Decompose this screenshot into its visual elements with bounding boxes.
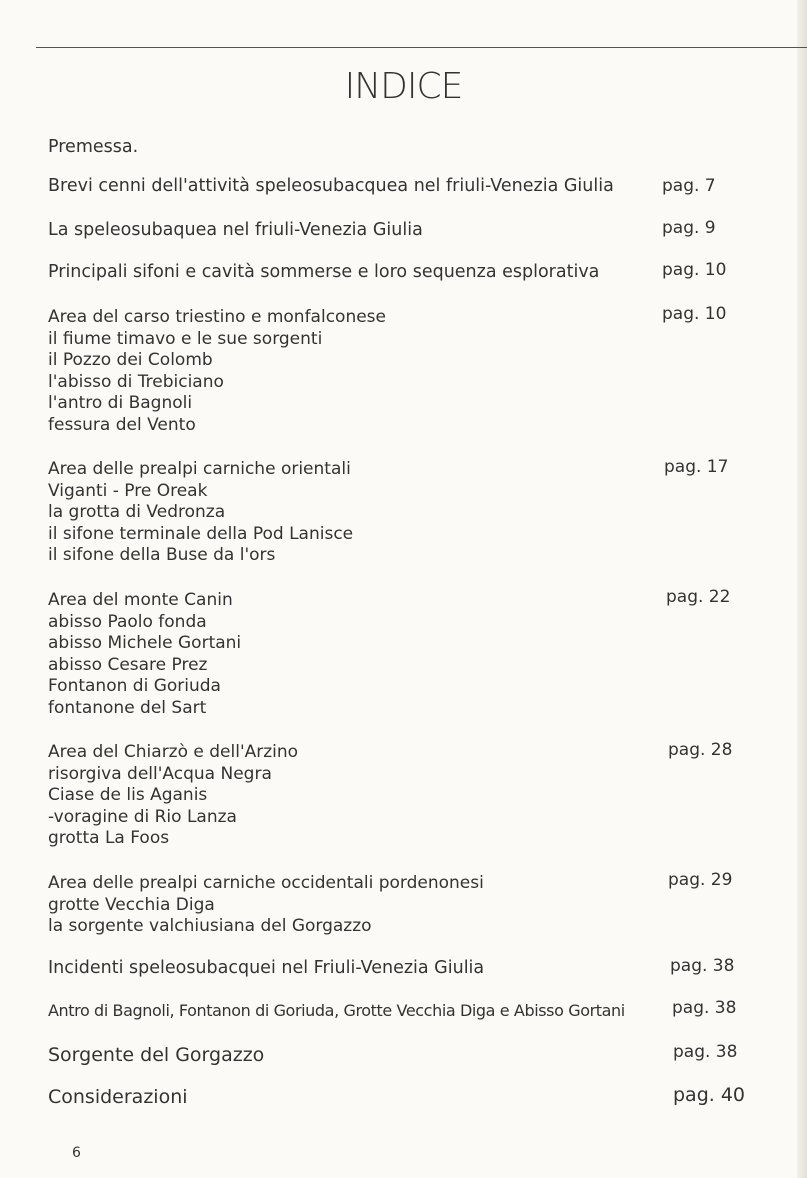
toc-section bbox=[48, 742, 748, 850]
toc-section bbox=[48, 873, 748, 938]
toc-entry bbox=[48, 176, 748, 198]
toc-entry-title: Incidenti speleosubacquei nel Friuli-Venezia Giulia bbox=[48, 958, 485, 978]
toc-entry-page: pag. 38 bbox=[670, 956, 735, 976]
page-number: 6 bbox=[72, 1145, 81, 1161]
toc-entry-title: Principali sifoni e cavità sommerse e loro sequenza esplorativa bbox=[48, 262, 600, 282]
toc-subitem: l'abisso di Trebiciano bbox=[48, 371, 224, 392]
toc-entry bbox=[48, 1000, 748, 1022]
toc-section bbox=[48, 590, 748, 719]
toc-entry-page: pag. 29 bbox=[668, 870, 733, 890]
toc-entry-page: pag. 17 bbox=[664, 457, 729, 477]
toc-subitem: la sorgente valchiusiana del Gorgazzo bbox=[48, 916, 372, 936]
toc-subitem: risorgiva dell'Acqua Negra bbox=[48, 763, 272, 784]
toc-subitem: Fontanon di Goriuda bbox=[48, 676, 221, 696]
toc-subitem: il sifone della Buse da l'ors bbox=[48, 545, 276, 565]
toc-subitem: abisso Michele Gortani bbox=[48, 633, 242, 653]
toc-entry bbox=[48, 220, 748, 242]
toc-entry bbox=[48, 1087, 748, 1109]
toc-entry-page: pag. 7 bbox=[662, 176, 716, 196]
toc-subitem: grotte Vecchia Diga bbox=[48, 894, 215, 915]
toc-subitem: -voragine di Rio Lanza bbox=[48, 806, 237, 827]
toc-subitem: fontanone del Sart bbox=[48, 697, 207, 718]
toc-subitem: il sifone terminale della Pod Lanisce bbox=[48, 523, 354, 544]
toc-entry-page: pag. 10 bbox=[662, 260, 727, 280]
premessa-title: Premessa. bbox=[48, 137, 139, 157]
toc-subitem: la grotta di Vedronza bbox=[48, 502, 226, 522]
toc-entry bbox=[48, 958, 748, 980]
toc-subitem: l'antro di Bagnoli bbox=[48, 393, 193, 413]
top-rule bbox=[36, 47, 807, 48]
toc-entry-page: pag. 22 bbox=[666, 587, 731, 607]
toc-entry-page: pag. 40 bbox=[673, 1084, 746, 1106]
premessa-entry bbox=[48, 137, 748, 159]
toc-entry-page: pag. 10 bbox=[662, 304, 727, 324]
toc-subitem: Ciase de lis Aganis bbox=[48, 785, 208, 805]
toc-subitem: Viganti - Pre Oreak bbox=[48, 480, 208, 501]
toc-section-title: Area delle prealpi carniche orientali bbox=[48, 459, 351, 479]
toc-entry-page: pag. 38 bbox=[672, 998, 737, 1018]
toc-section-title: Area del monte Canin bbox=[48, 590, 233, 610]
toc-entry-page: pag. 38 bbox=[673, 1042, 738, 1062]
toc-entry-title: Antro di Bagnoli, Fontanon di Goriuda, Grotte Vecchia Diga e Abisso Gortani bbox=[48, 1001, 625, 1020]
toc-entry-title: La speleosubaquea nel friuli-Venezia Giulia bbox=[48, 220, 423, 240]
toc-entry-page: pag. 9 bbox=[662, 218, 716, 238]
toc-entry-title: Considerazioni bbox=[48, 1086, 188, 1108]
toc-section bbox=[48, 307, 748, 436]
toc-section-title: Area del carso triestino e monfalconese bbox=[48, 307, 386, 327]
toc-subitem: abisso Cesare Prez bbox=[48, 654, 208, 675]
page-title: INDICE bbox=[344, 66, 463, 107]
toc-entry bbox=[48, 1045, 748, 1067]
toc-entry-title: Brevi cenni dell'attività speleosubacquea nel friuli-Venezia Giulia bbox=[48, 176, 614, 196]
toc-entry bbox=[48, 262, 748, 284]
page-edge bbox=[797, 0, 807, 1178]
toc-subitem: abisso Paolo fonda bbox=[48, 611, 207, 632]
toc-subitem: grotta La Foos bbox=[48, 828, 170, 848]
toc-subitem: il Pozzo dei Colomb bbox=[48, 350, 213, 370]
toc-subitem: fessura del Vento bbox=[48, 414, 196, 435]
toc-entry-title: Sorgente del Gorgazzo bbox=[48, 1044, 265, 1066]
toc-section-title: Area del Chiarzò e dell'Arzino bbox=[48, 742, 299, 762]
toc-entry-page: pag. 28 bbox=[668, 740, 733, 760]
toc-section-title: Area delle prealpi carniche occidentali pordenonesi bbox=[48, 873, 484, 893]
toc-section bbox=[48, 459, 748, 567]
toc-subitem: il fiume timavo e le sue sorgenti bbox=[48, 328, 323, 349]
